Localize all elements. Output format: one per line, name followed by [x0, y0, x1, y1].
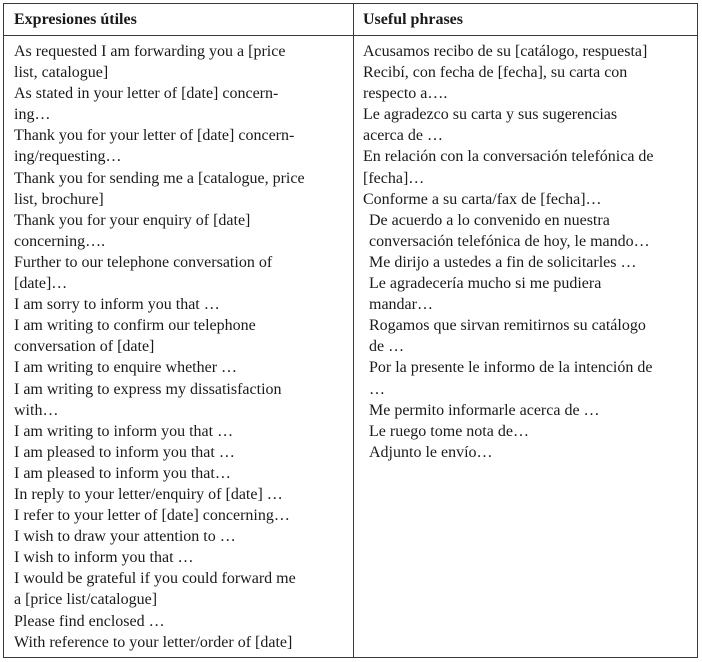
list-item: I refer to your letter of [date] concerning… — [14, 507, 290, 525]
list-item: [fecha]… — [363, 169, 425, 187]
list-item: list, brochure] — [14, 190, 104, 208]
list-item: As requested I am forwarding you a [price — [14, 43, 286, 60]
list-item: concerning…. — [14, 232, 106, 250]
list-item: a [price list/catalogue] — [14, 591, 158, 609]
list-item: with… — [14, 401, 59, 419]
list-item: I am pleased to inform you that… — [14, 464, 231, 482]
list-item: De acuerdo a lo convenido en nuestra — [369, 211, 610, 229]
list-item: ing… — [14, 106, 51, 124]
list-item: Please find enclosed … — [14, 612, 165, 630]
list-item: I am sorry to inform you that … — [14, 296, 220, 314]
list-item: conversación telefónica de hoy, le mando… — [369, 232, 650, 250]
list-item: list, catalogue] — [14, 64, 109, 82]
left-column-list — [14, 41, 344, 653]
list-item: Acusamos recibo de su [catálogo, respuesta] — [363, 43, 648, 60]
header-divider — [4, 35, 697, 36]
list-item: I am writing to confirm our telephone — [14, 317, 256, 335]
list-item: ing/requesting… — [14, 148, 122, 166]
header-useful-phrases: Useful phrases — [363, 11, 464, 28]
column-divider — [353, 4, 354, 657]
list-item: En relación con la conversación telefónica de — [363, 148, 654, 166]
list-item: [date]… — [14, 275, 68, 293]
list-item: I am writing to enquire whether … — [14, 359, 238, 377]
list-item: conversation of [date] — [14, 338, 155, 356]
phrases-table — [3, 3, 698, 658]
list-item: Me dirijo a ustedes a fin de solicitarles … — [369, 253, 637, 271]
list-item: mandar… — [369, 296, 433, 314]
list-item: … — [369, 380, 385, 398]
list-item: Le agradecería mucho si me pudiera — [369, 275, 602, 293]
list-item: Por la presente le informo de la intención de — [369, 359, 653, 377]
list-item: acerca de … — [363, 127, 443, 145]
list-item: Thank you for your enquiry of [date] — [14, 211, 251, 229]
right-column-list — [363, 41, 693, 463]
list-item: In reply to your letter/enquiry of [date] … — [14, 485, 283, 503]
list-item: I wish to inform you that … — [14, 549, 194, 567]
list-item: With reference to your letter/order of [date] — [14, 633, 293, 651]
list-item: Recibí, con fecha de [fecha], su carta con — [363, 64, 628, 82]
list-item: Thank you for sending me a [catalogue, price — [14, 169, 305, 187]
list-item: Thank you for your letter of [date] concern- — [14, 127, 295, 145]
list-item: de … — [369, 338, 405, 356]
list-item: Le ruego tome nota de… — [369, 422, 529, 440]
list-item: Further to our telephone conversation of — [14, 253, 273, 271]
list-item: I am writing to inform you that … — [14, 422, 234, 440]
list-item: Le agradezco su carta y sus sugerencias — [363, 106, 618, 124]
list-item: I wish to draw your attention to … — [14, 528, 236, 546]
list-item: I am writing to express my dissatisfaction — [14, 380, 282, 398]
header-expresiones-utiles: Expresiones útiles — [14, 11, 137, 28]
list-item: Conforme a su carta/fax de [fecha]… — [363, 190, 602, 208]
list-item: As stated in your letter of [date] concern- — [14, 85, 279, 103]
list-item: I am pleased to inform you that … — [14, 443, 235, 461]
list-item: Me permito informarle acerca de … — [369, 401, 600, 419]
list-item: Rogamos que sirvan remitirnos su catálogo — [369, 317, 646, 335]
list-item: Adjunto le envío… — [369, 443, 493, 461]
list-item: I would be grateful if you could forward me — [14, 570, 296, 588]
list-item: respecto a…. — [363, 85, 448, 103]
